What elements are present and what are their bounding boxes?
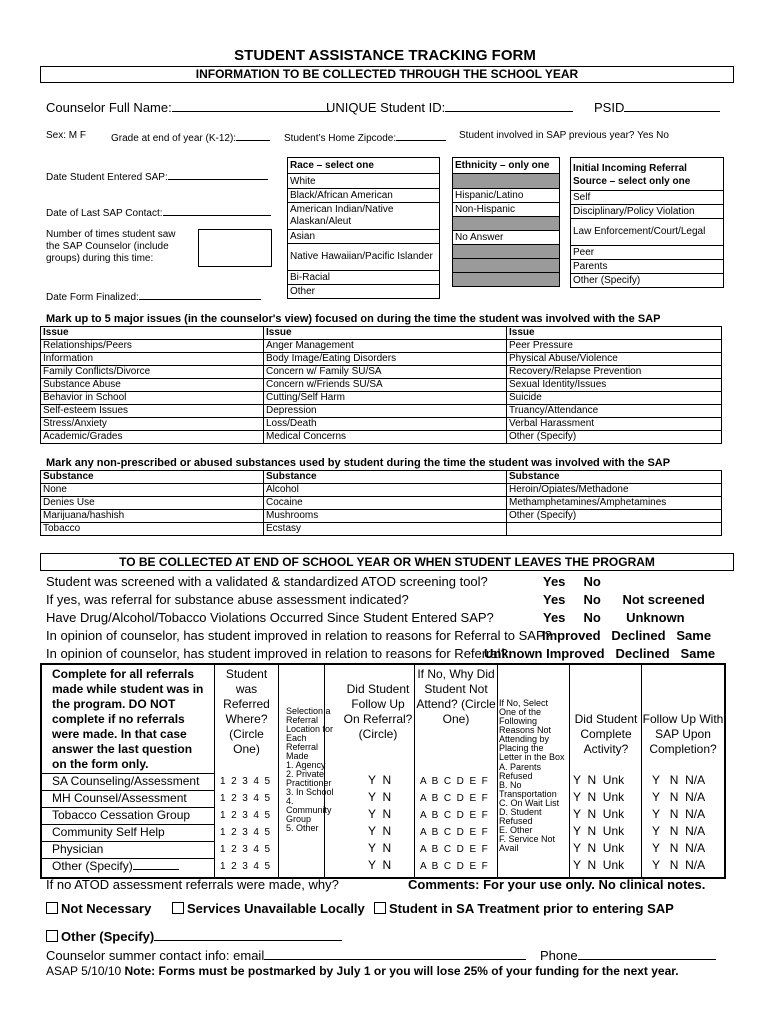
option-label: Other (Specify) bbox=[61, 929, 155, 944]
row-label-text: Other (Specify) bbox=[52, 859, 133, 873]
answer-violations[interactable]: Yes No Unknown bbox=[543, 610, 685, 625]
substance-item[interactable]: None bbox=[41, 484, 264, 497]
row-complete-ynunk[interactable]: Y N Unk bbox=[573, 773, 625, 787]
issue-item[interactable]: Recovery/Relapse Prevention bbox=[507, 366, 722, 379]
substances-heading: Mark any non-prescribed or abused substances used by student during the time the student was involved with the SAP bbox=[46, 457, 671, 469]
issues-table bbox=[40, 326, 722, 444]
zip-label: Student’s Home Zipcode: bbox=[284, 133, 397, 144]
times-seen-box[interactable] bbox=[198, 229, 272, 267]
question-improved-sap: In opinion of counselor, has student improved in relation to reasons for Referral to SAP? bbox=[46, 628, 552, 643]
referral-option[interactable]: Self bbox=[571, 191, 724, 205]
psid-row bbox=[594, 100, 720, 115]
phone-field[interactable] bbox=[578, 949, 716, 960]
date-entered-label: Date Student Entered SAP: bbox=[46, 172, 168, 183]
issue-item[interactable]: Anger Management bbox=[264, 340, 507, 353]
answer-improved-referral[interactable]: Unknown Improved Declined Same bbox=[484, 646, 716, 661]
issue-item[interactable]: Behavior in School bbox=[41, 392, 264, 405]
row-followup-ynna[interactable]: Y N N/A bbox=[652, 824, 706, 838]
race-table bbox=[287, 157, 440, 299]
row-complete-ynunk[interactable]: Y N Unk bbox=[573, 841, 625, 855]
other-specify-input[interactable] bbox=[154, 930, 342, 941]
issue-item[interactable]: Depression bbox=[264, 405, 507, 418]
row-reason-letters[interactable]: A B C D E F bbox=[420, 827, 488, 838]
issue-col-header: Issue bbox=[41, 327, 264, 340]
race-option[interactable]: American Indian/Native Alaskan/Aleut bbox=[288, 203, 440, 230]
issue-item[interactable]: Truancy/Attendance bbox=[507, 405, 722, 418]
race-option[interactable]: Asian bbox=[288, 230, 440, 244]
substance-item[interactable]: Tobacco bbox=[41, 523, 264, 536]
referral-source-table bbox=[570, 157, 724, 288]
substance-col-header: Substance bbox=[41, 471, 264, 484]
ethnicity-option[interactable]: Non-Hispanic bbox=[453, 203, 560, 217]
unique-id-row bbox=[326, 100, 573, 115]
ethnicity-option[interactable]: No Answer bbox=[453, 231, 560, 245]
substances-table bbox=[40, 470, 722, 536]
row-label: SA Counseling/Assessment bbox=[52, 774, 200, 788]
row-followup-yn[interactable]: Y N bbox=[368, 858, 392, 872]
empty-cell bbox=[507, 523, 722, 536]
substance-item[interactable]: Denies Use bbox=[41, 497, 264, 510]
race-header: Race – select one bbox=[288, 158, 440, 174]
substance-item[interactable]: Mushrooms bbox=[264, 510, 507, 523]
psid-field[interactable] bbox=[624, 101, 720, 112]
referral-tracking-table bbox=[40, 663, 726, 879]
issue-item[interactable]: Medical Concerns bbox=[264, 431, 507, 444]
row-reason-letters[interactable]: A B C D E F bbox=[420, 844, 488, 855]
referral-option[interactable]: Disciplinary/Policy Violation bbox=[571, 205, 724, 219]
option-label: Student in SA Treatment prior to entering SAP bbox=[389, 901, 674, 916]
issue-item[interactable]: Relationships/Peers bbox=[41, 340, 264, 353]
why-not-attend-header: If No, Why Did Student Not Attend? (Circle One) bbox=[416, 667, 496, 726]
option-not-necessary[interactable] bbox=[46, 901, 151, 916]
issue-item[interactable]: Information bbox=[41, 353, 264, 366]
summer-contact-row bbox=[46, 948, 526, 963]
grade-field[interactable] bbox=[236, 130, 270, 141]
referral-option[interactable]: Parents bbox=[571, 260, 724, 274]
issue-item[interactable]: Self-esteem Issues bbox=[41, 405, 264, 418]
no-atod-question: If no ATOD assessment referrals were made, why? bbox=[46, 877, 339, 892]
question-improved-referral: In opinion of counselor, has student improved in relation to reasons for Referral? bbox=[46, 646, 508, 661]
row-followup-ynna[interactable]: Y N N/A bbox=[652, 773, 706, 787]
comments-text: Comments: For your use only. No clinical notes. bbox=[408, 877, 706, 892]
grade-row bbox=[111, 130, 270, 144]
grade-label: Grade at end of year (K-12): bbox=[111, 133, 237, 144]
issue-item[interactable]: Concern w/ Family SU/SA bbox=[264, 366, 507, 379]
unique-id-label: UNIQUE Student ID: bbox=[326, 100, 446, 115]
row-label: MH Counsel/Assessment bbox=[52, 791, 187, 805]
substance-col-header: Substance bbox=[507, 471, 722, 484]
form-title: STUDENT ASSISTANCE TRACKING FORM bbox=[234, 47, 536, 64]
race-option[interactable]: Bi-Racial bbox=[288, 271, 440, 285]
other-specify-field[interactable] bbox=[133, 859, 179, 870]
referral-option[interactable]: Peer bbox=[571, 246, 724, 260]
answer-screened[interactable]: Yes No bbox=[543, 574, 601, 589]
date-last-field[interactable] bbox=[163, 205, 271, 216]
race-option[interactable]: Other bbox=[288, 285, 440, 299]
row-followup-ynna[interactable]: Y N N/A bbox=[652, 841, 706, 855]
date-entered-row bbox=[46, 169, 268, 183]
row-complete-ynunk[interactable]: Y N Unk bbox=[573, 790, 625, 804]
substance-item[interactable]: Marijuana/hashish bbox=[41, 510, 264, 523]
option-label: Services Unavailable Locally bbox=[187, 901, 365, 916]
gray-cell bbox=[453, 273, 560, 287]
issue-item[interactable]: Body Image/Eating Disorders bbox=[264, 353, 507, 366]
row-reason-letters[interactable]: A B C D E F bbox=[420, 861, 488, 872]
date-last-label: Date of Last SAP Contact: bbox=[46, 208, 163, 219]
question-screened: Student was screened with a validated & standardized ATOD screening tool? bbox=[46, 574, 488, 589]
row-reason-letters[interactable]: A B C D E F bbox=[420, 793, 488, 804]
issue-item[interactable]: Physical Abuse/Violence bbox=[507, 353, 722, 366]
ethnicity-option[interactable]: Hispanic/Latino bbox=[453, 189, 560, 203]
row-location-options[interactable]: 1 2 3 4 5 bbox=[220, 861, 271, 872]
issue-item[interactable]: Concern w/Friends SU/SA bbox=[264, 379, 507, 392]
race-option[interactable]: Native Hawaiian/Pacific Islander bbox=[288, 244, 440, 271]
option-sa-treatment[interactable] bbox=[374, 901, 674, 916]
row-followup-ynna[interactable]: Y N N/A bbox=[652, 858, 706, 872]
previous-sap-question[interactable]: Student involved in SAP previous year? Yes No bbox=[459, 130, 669, 141]
checkbox[interactable] bbox=[172, 902, 184, 914]
ethnicity-header: Ethnicity – only one bbox=[453, 158, 560, 174]
date-finalized-row bbox=[46, 289, 261, 303]
zip-row bbox=[284, 130, 446, 144]
question-violations: Have Drug/Alcohol/Tobacco Violations Occurred Since Student Entered SAP? bbox=[46, 610, 494, 625]
row-followup-yn[interactable]: Y N bbox=[368, 790, 392, 804]
row-followup-yn[interactable]: Y N bbox=[368, 841, 392, 855]
issue-item[interactable]: Sexual Identity/Issues bbox=[507, 379, 722, 392]
row-followup-ynna[interactable]: Y N N/A bbox=[652, 790, 706, 804]
footer bbox=[46, 964, 679, 978]
reasons-list: A. Parents Refused B. No Transportation C. On Wait List D. Student Refused E. Other F. Service Not Avail bbox=[499, 762, 560, 853]
issue-item[interactable]: Stress/Anxiety bbox=[41, 418, 264, 431]
row-location-options[interactable]: 1 2 3 4 5 bbox=[220, 844, 271, 855]
counselor-name-row bbox=[46, 100, 332, 115]
issue-item[interactable]: Verbal Harassment bbox=[507, 418, 722, 431]
race-option[interactable]: White bbox=[288, 174, 440, 189]
answer-referral-indicated[interactable]: Yes No Not screened bbox=[543, 592, 705, 607]
followup-sap-header: Follow Up With SAP Upon Completion? bbox=[642, 712, 724, 756]
option-services-unavailable[interactable] bbox=[172, 901, 365, 916]
end-section-heading: TO BE COLLECTED AT END OF SCHOOL YEAR OR WHEN STUDENT LEAVES THE PROGRAM bbox=[40, 553, 734, 571]
referral-option[interactable]: Law Enforcement/Court/Legal bbox=[571, 219, 724, 246]
date-finalized-label: Date Form Finalized: bbox=[46, 292, 139, 303]
selection-header: Selection a Referral Location for Each Referral Made bbox=[286, 706, 334, 761]
row-followup-yn[interactable]: Y N bbox=[368, 773, 392, 787]
issue-item[interactable]: Substance Abuse bbox=[41, 379, 264, 392]
issue-item[interactable]: Other (Specify) bbox=[507, 431, 722, 444]
row-complete-ynunk[interactable]: Y N Unk bbox=[573, 858, 625, 872]
phone-row bbox=[540, 948, 716, 963]
row-followup-yn[interactable]: Y N bbox=[368, 807, 392, 821]
row-location-options[interactable]: 1 2 3 4 5 bbox=[220, 776, 271, 787]
phone-label: Phone bbox=[540, 948, 578, 963]
date-last-row bbox=[46, 205, 271, 219]
issue-item[interactable]: Family Conflicts/Divorce bbox=[41, 366, 264, 379]
checkbox[interactable] bbox=[46, 902, 58, 914]
row-complete-ynunk[interactable]: Y N Unk bbox=[573, 807, 625, 821]
row-followup-yn[interactable]: Y N bbox=[368, 824, 392, 838]
counselor-name-label: Counselor Full Name: bbox=[46, 100, 172, 115]
row-label: Physician bbox=[52, 842, 104, 856]
row-complete-ynunk[interactable]: Y N Unk bbox=[573, 824, 625, 838]
race-option[interactable]: Black/African American bbox=[288, 189, 440, 203]
gray-cell bbox=[453, 174, 560, 189]
substance-item[interactable]: Alcohol bbox=[264, 484, 507, 497]
footer-code: ASAP 5/10/10 bbox=[46, 964, 122, 978]
referral-instructions: Complete for all referrals made while student was in the program. DO NOT complete if no referrals were made. In that case answer the last question on the form only. bbox=[52, 667, 204, 771]
summer-email-field[interactable] bbox=[264, 949, 526, 960]
date-entered-field[interactable] bbox=[168, 169, 268, 180]
row-label: Tobacco Cessation Group bbox=[52, 808, 191, 822]
referral-option[interactable]: Other (Specify) bbox=[571, 274, 724, 288]
substance-item[interactable]: Ecstasy bbox=[264, 523, 507, 536]
substance-item[interactable]: Other (Specify) bbox=[507, 510, 722, 523]
summer-email-label: Counselor summer contact info: email bbox=[46, 948, 265, 963]
times-seen-label: Number of times student saw the SAP Counselor (include groups) during this time: bbox=[46, 229, 176, 264]
followed-up-header: Did Student Follow Up On Referral? (Circle) bbox=[343, 682, 413, 741]
unique-id-field[interactable] bbox=[445, 101, 573, 112]
comments-label bbox=[408, 877, 705, 892]
reasons-header: If No, Select One of the Following Reasons Not Attending by Placing the Letter in the Box bbox=[499, 698, 565, 762]
gray-cell bbox=[453, 217, 560, 231]
zip-field[interactable] bbox=[396, 130, 446, 141]
checkbox[interactable] bbox=[46, 930, 58, 942]
footer-note: Note: Forms must be postmarked by July 1 or you will lose 25% of your funding for the next year. bbox=[124, 964, 679, 978]
sex-label[interactable]: Sex: M F bbox=[46, 130, 87, 141]
gray-cell bbox=[453, 259, 560, 273]
option-other[interactable] bbox=[46, 929, 342, 944]
issue-item[interactable]: Suicide bbox=[507, 392, 722, 405]
issue-col-header: Issue bbox=[507, 327, 722, 340]
substance-col-header: Substance bbox=[264, 471, 507, 484]
form-subtitle: INFORMATION TO BE COLLECTED THROUGH THE SCHOOL YEAR bbox=[40, 66, 734, 83]
referral-source-header: Initial Incoming Referral Source – select only one bbox=[571, 158, 724, 191]
issue-item[interactable]: Academic/Grades bbox=[41, 431, 264, 444]
referred-where-header: Student was Referred Where? (Circle One) bbox=[223, 667, 270, 756]
checkbox[interactable] bbox=[374, 902, 386, 914]
answer-improved-sap[interactable]: Improved Declined Same bbox=[542, 628, 712, 643]
row-label bbox=[52, 859, 179, 873]
row-reason-letters[interactable]: A B C D E F bbox=[420, 776, 488, 787]
row-location-options[interactable]: 1 2 3 4 5 bbox=[220, 810, 271, 821]
substance-item[interactable]: Cocaine bbox=[264, 497, 507, 510]
ethnicity-table bbox=[452, 157, 560, 287]
option-label: Not Necessary bbox=[61, 901, 152, 916]
row-label: Community Self Help bbox=[52, 825, 165, 839]
substance-item[interactable]: Methamphetamines/Amphetamines bbox=[507, 497, 722, 510]
row-reason-letters[interactable]: A B C D E F bbox=[420, 810, 488, 821]
psid-label: PSID bbox=[594, 100, 625, 115]
date-finalized-field[interactable] bbox=[139, 289, 261, 300]
issue-item[interactable]: Cutting/Self Harm bbox=[264, 392, 507, 405]
gray-cell bbox=[453, 245, 560, 259]
completed-header: Did Student Complete Activity? bbox=[574, 712, 638, 756]
row-location-options[interactable]: 1 2 3 4 5 bbox=[220, 793, 271, 804]
substance-item[interactable]: Heroin/Opiates/Methadone bbox=[507, 484, 722, 497]
question-referral-indicated: If yes, was referral for substance abuse assessment indicated? bbox=[46, 592, 409, 607]
row-location-options[interactable]: 1 2 3 4 5 bbox=[220, 827, 271, 838]
row-followup-ynna[interactable]: Y N N/A bbox=[652, 807, 706, 821]
issue-col-header: Issue bbox=[264, 327, 507, 340]
selection-list: 1. Agency 2. Private Practitioner 3. In School 4. Community Group 5. Other bbox=[286, 760, 334, 833]
issue-item[interactable]: Peer Pressure bbox=[507, 340, 722, 353]
issues-heading: Mark up to 5 major issues (in the counselor's view) focused on during the time the student was involved with the SAP bbox=[46, 313, 661, 325]
counselor-name-field[interactable] bbox=[172, 101, 332, 112]
issue-item[interactable]: Loss/Death bbox=[264, 418, 507, 431]
